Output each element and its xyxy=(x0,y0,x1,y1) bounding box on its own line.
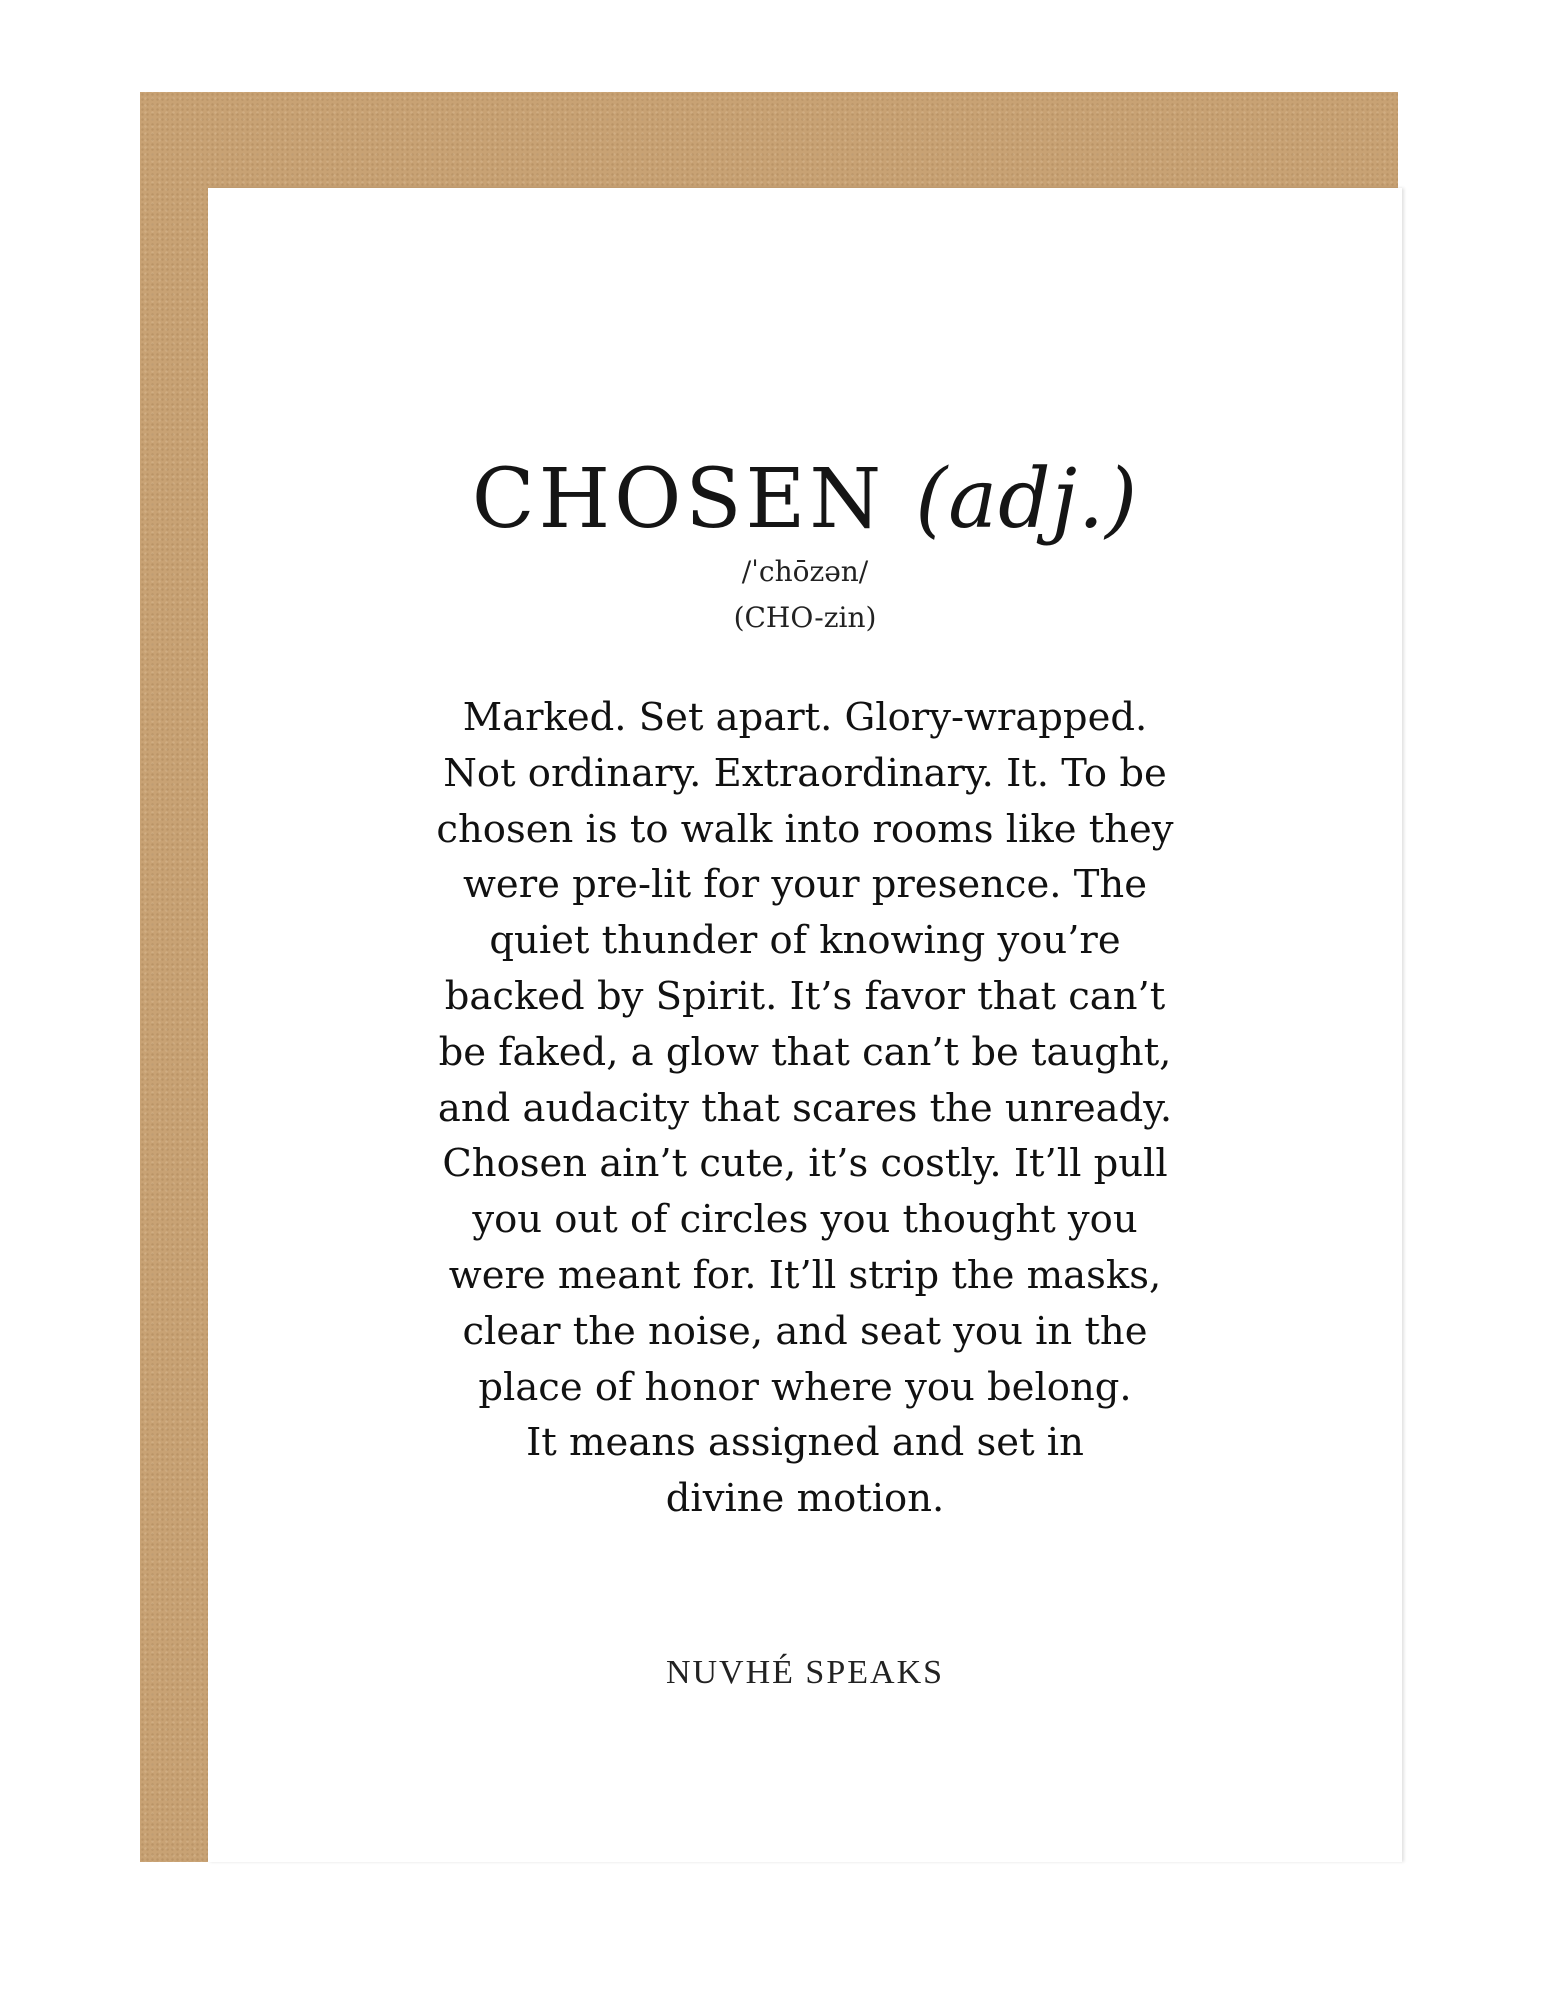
definition-text xyxy=(393,690,1217,1527)
part-of-speech: (adj.) xyxy=(915,452,1139,547)
definition-line: chosen is to walk into rooms like they xyxy=(436,806,1174,852)
definition-line: Not ordinary. Extraordinary. It. To be xyxy=(443,750,1167,796)
phonetic-spelling: /ˈchōzən/ xyxy=(741,555,869,588)
definition-line: backed by Spirit. It’s favor that can’t xyxy=(444,973,1166,1019)
definition-line: clear the noise, and seat you in the xyxy=(462,1308,1148,1354)
definition-line: be faked, a glow that can’t be taught, xyxy=(438,1029,1172,1075)
definition-line: were meant for. It’ll strip the masks, xyxy=(448,1252,1162,1298)
brand-signature: NUVHÉ SPEAKS xyxy=(665,1654,945,1691)
pronunciation-guide: (CHO-zin) xyxy=(733,601,877,634)
definition-line: place of honor where you belong. xyxy=(478,1364,1132,1410)
definition-line: quiet thunder of knowing you’re xyxy=(489,918,1121,964)
definition-line: Marked. Set apart. Glory-wrapped. xyxy=(462,695,1148,740)
headword-word: CHOSEN xyxy=(471,452,886,547)
definition-line: divine motion. xyxy=(665,1476,945,1522)
definition-line: It means assigned and set in xyxy=(526,1420,1084,1466)
definition-line: you out of circles you thought you xyxy=(472,1197,1138,1243)
greeting-card xyxy=(208,188,1402,1862)
definition-line: were pre-lit for your presence. The xyxy=(462,862,1148,908)
definition-line: Chosen ain’t cute, it’s costly. It’ll pull xyxy=(442,1141,1168,1187)
headword-heading xyxy=(208,450,1402,550)
definition-line: and audacity that scares the unready. xyxy=(437,1085,1173,1131)
